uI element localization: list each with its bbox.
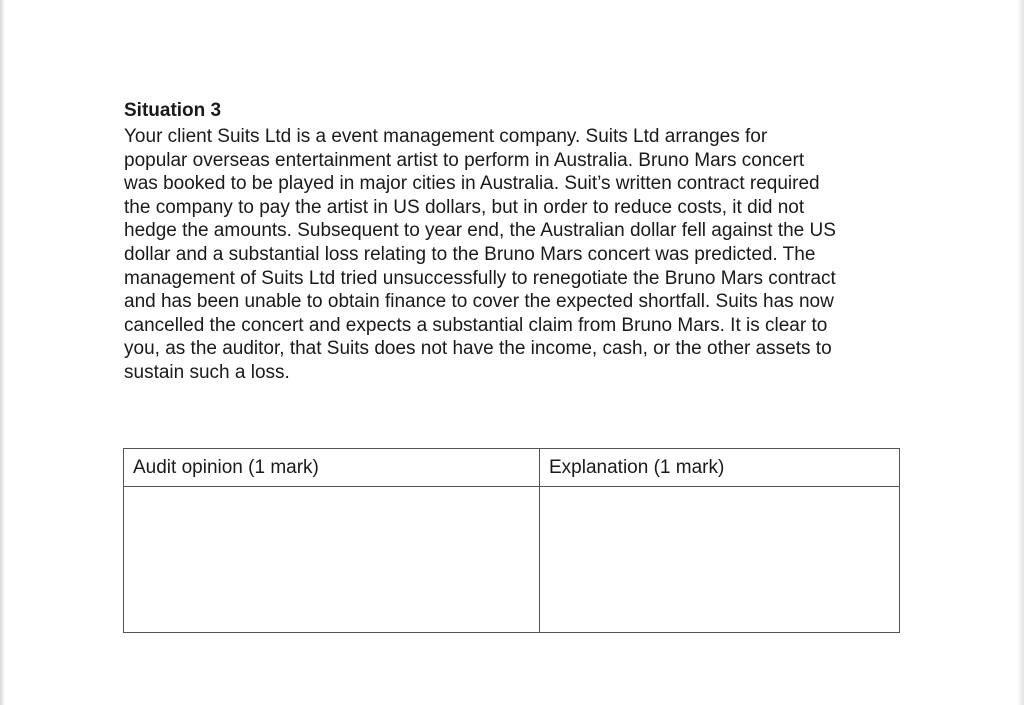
paragraph-line: management of Suits Ltd tried unsuccessfully to renegotiate the Bruno Mars contract	[124, 267, 836, 289]
answer-table	[123, 448, 900, 633]
paragraph-line: Your client Suits Ltd is a event management company. Suits Ltd arranges for	[124, 126, 768, 147]
paragraph-line: and has been unable to obtain finance to cover the expected shortfall. Suits has now	[124, 291, 834, 313]
paragraph-line: you, as the auditor, that Suits does not have the income, cash, or the other assets to	[124, 338, 832, 360]
paragraph-line: cancelled the concert and expects a substantial claim from Bruno Mars. It is clear to	[124, 314, 828, 336]
explanation-answer-cell[interactable]	[540, 487, 900, 633]
paragraph-line: sustain such a loss.	[124, 361, 290, 383]
paragraph-line: hedge the amounts. Subsequent to year end, the Australian dollar fell against the US	[124, 220, 836, 242]
paragraph-line: popular overseas entertainment artist to perform in Australia. Bruno Mars concert	[124, 149, 805, 171]
table-row	[124, 487, 900, 633]
paragraph-line: was booked to be played in major cities in Australia. Suit’s written contract required	[124, 173, 820, 195]
situation-heading: Situation 3	[124, 100, 222, 121]
page-edge-right	[1018, 0, 1024, 705]
paragraph-line: the company to pay the artist in US dollars, but in order to reduce costs, it did not	[124, 196, 805, 218]
audit-opinion-header: Audit opinion (1 mark)	[124, 449, 540, 487]
page-edge-left	[0, 0, 4, 705]
paragraph-line: dollar and a substantial loss relating to the Bruno Mars concert was predicted. The	[124, 243, 816, 265]
audit-opinion-answer-cell[interactable]	[124, 487, 540, 633]
situation-paragraph	[124, 125, 904, 385]
table-header-row	[124, 449, 900, 487]
situation-section	[124, 99, 914, 385]
explanation-header: Explanation (1 mark)	[540, 449, 900, 487]
